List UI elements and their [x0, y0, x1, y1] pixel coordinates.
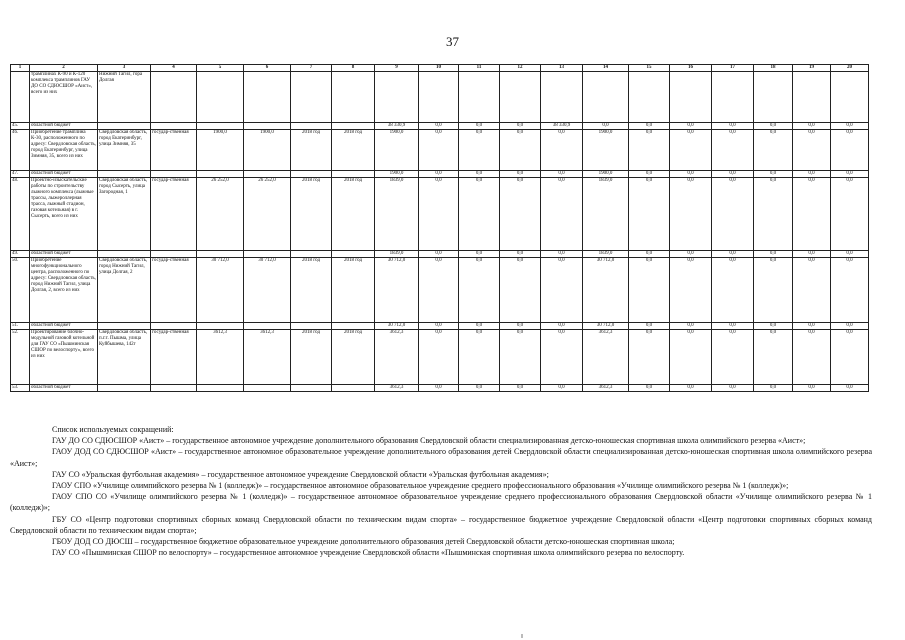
end-year	[332, 323, 375, 330]
program-table-container	[10, 64, 853, 392]
col-15: 0,0	[629, 385, 670, 392]
col-10: 0,0	[419, 330, 459, 385]
abbreviation-item: ГАОУ ДОД СО СДЮСШОР «Аист» – государственное автономное образовательное учреждение дополнительного образования детей Свердловской области специализированная детско-юношеская спортивная школа олимпийского резерва «Аист»;	[10, 447, 872, 468]
col-16: 0,0	[670, 123, 712, 130]
col-10: 0,0	[419, 171, 459, 178]
col-20: 0,0	[831, 385, 869, 392]
col-15: 0,0	[629, 178, 670, 251]
column-number: 20	[831, 65, 869, 72]
column-number: 2	[30, 65, 98, 72]
col-18: 0,0	[754, 178, 793, 251]
ownership-form	[151, 251, 197, 258]
column-number: 16	[670, 65, 712, 72]
col-10: 0,0	[419, 178, 459, 251]
ownership-form	[151, 123, 197, 130]
column-number: 14	[583, 65, 629, 72]
end-year: 2018 год	[332, 178, 375, 251]
remaining-cost: 30 712,0	[244, 258, 291, 323]
abbreviation-item: ГАОУ СПО СО «Училище олимпийского резерва № 1 (колледж)» – государственное автономное образовательное учреждение среднего профессионального образования Свердловской области «Училище олимпийского резерва № 1 (колледж)»;	[10, 492, 872, 513]
estimated-cost: 26 252,0	[197, 178, 244, 251]
object-location: Нижний Тагил, гора Долгая	[98, 72, 151, 123]
table-row	[11, 323, 869, 330]
col-18: 0,0	[754, 251, 793, 258]
column-number: 12	[500, 65, 541, 72]
col-18: 0,0	[754, 130, 793, 171]
col-14: 0,0	[583, 123, 629, 130]
col-17: 0,0	[712, 251, 754, 258]
table-row	[11, 178, 869, 251]
table-row	[11, 130, 869, 171]
col-16: 0,0	[670, 130, 712, 171]
col-16: 0,0	[670, 171, 712, 178]
row-number: 47.	[11, 171, 30, 178]
object-location	[98, 251, 151, 258]
object-location: Свердловская область, город Екатеринбург, улица Зимняя, 35	[98, 130, 151, 171]
col-18: 0,0	[754, 323, 793, 330]
abbreviation-item: ГАУ ДО СО СДЮСШОР «Аист» – государственное автономное учреждение дополнительного образования Свердловской области специализированная детско-юношеская спортивная школа олимпийского резерва «Аист»;	[52, 436, 806, 446]
col-14: 30 712,0	[583, 323, 629, 330]
column-number: 17	[712, 65, 754, 72]
table-row	[11, 330, 869, 385]
row-number: 45.	[11, 123, 30, 130]
col-13: 0,0	[541, 130, 583, 171]
total-amount: 38 330,9	[375, 123, 419, 130]
col-11: 0,0	[459, 178, 500, 251]
col-14: 1900,0	[583, 130, 629, 171]
start-year	[291, 385, 332, 392]
table-row	[11, 258, 869, 323]
col-20: 0,0	[831, 130, 869, 171]
column-number: 13	[541, 65, 583, 72]
col-17: 0,0	[712, 123, 754, 130]
total-amount: 1839,0	[375, 178, 419, 251]
start-year	[291, 251, 332, 258]
table-row	[11, 251, 869, 258]
col-16: 0,0	[670, 330, 712, 385]
object-location	[98, 171, 151, 178]
col-12: 0,0	[500, 323, 541, 330]
col-11: 0,0	[459, 123, 500, 130]
row-number: 46.	[11, 130, 30, 171]
col-14: 1839,0	[583, 251, 629, 258]
estimated-cost	[197, 251, 244, 258]
table-row	[11, 171, 869, 178]
col-15: 0,0	[629, 323, 670, 330]
col-10: 0,0	[419, 130, 459, 171]
start-year	[291, 123, 332, 130]
end-year	[332, 171, 375, 178]
end-year	[332, 385, 375, 392]
col-17: 0,0	[712, 171, 754, 178]
col-15: 0,0	[629, 251, 670, 258]
column-number: 9	[375, 65, 419, 72]
col-13: 0,0	[541, 330, 583, 385]
ownership-form	[151, 385, 197, 392]
object-name: Проектирование блочно-модульной газовой котельной для ГАУ СО «Пышминская СШОР по велоспорту», всего из них	[30, 330, 98, 385]
ownership-form	[151, 171, 197, 178]
page-number: 37	[446, 34, 459, 49]
col-10: 0,0	[419, 323, 459, 330]
col-14: 1900,0	[583, 171, 629, 178]
column-number: 3	[98, 65, 151, 72]
col-18: 0,0	[754, 258, 793, 323]
object-location: Свердловская область, п.г.т. Пышма, улица Куйбышева, 142г	[98, 330, 151, 385]
col-13: 0,0	[541, 385, 583, 392]
col-11: 0,0	[459, 258, 500, 323]
col-14: 1839,0	[583, 178, 629, 251]
col-12: 0,0	[500, 130, 541, 171]
col-13: 0,0	[541, 178, 583, 251]
ownership-form	[151, 323, 197, 330]
column-number: 7	[291, 65, 332, 72]
col-12: 0,0	[500, 385, 541, 392]
col-11: 0,0	[459, 171, 500, 178]
remaining-cost	[244, 123, 291, 130]
col-13: 0,0	[541, 258, 583, 323]
column-number: 10	[419, 65, 459, 72]
remaining-cost: 26 252,0	[244, 178, 291, 251]
ownership-form: государ-ственная	[151, 178, 197, 251]
column-number: 11	[459, 65, 500, 72]
col-16: 0,0	[670, 258, 712, 323]
total-amount: 1839,0	[375, 251, 419, 258]
col-20: 0,0	[831, 178, 869, 251]
abbreviation-item: ГАОУ СПО «Училище олимпийского резерва № 1 (колледж)» – государственное автономное образовательное учреждение среднего профессионального образования «Училище олимпийского резерва № 1 (колледж)»;	[52, 481, 789, 491]
object-name: областной бюджет	[30, 171, 98, 178]
total-amount: 1900,0	[375, 130, 419, 171]
col-12: 0,0	[500, 330, 541, 385]
object-name: областной бюджет	[30, 123, 98, 130]
abbreviation-item: ГБОУ ДОД СО ДЮСШ – государственное бюджетное образовательное учреждение дополнительного образования детей Свердловской области детско-юношеская спортивная школа;	[52, 537, 675, 547]
remaining-cost	[244, 171, 291, 178]
col-13: 0,0	[541, 323, 583, 330]
object-location	[98, 323, 151, 330]
col-20: 0,0	[831, 258, 869, 323]
col-10: 0,0	[419, 258, 459, 323]
col-17: 0,0	[712, 385, 754, 392]
ownership-form: государ-ственная	[151, 258, 197, 323]
col-19: 0,0	[793, 123, 831, 130]
abbreviation-item: ГАУ СО «Уральская футбольная академия» – государственное автономное учреждение Свердловской области «Уральская футбольная академия»;	[52, 469, 549, 479]
end-year: 2018 год	[332, 330, 375, 385]
col-15: 0,0	[629, 171, 670, 178]
col-17: 0,0	[712, 330, 754, 385]
col-20: 0,0	[831, 251, 869, 258]
estimated-cost	[197, 323, 244, 330]
object-name: областной бюджет	[30, 323, 98, 330]
col-15: 0,0	[629, 330, 670, 385]
abbreviations-title: Список используемых сокращений:	[52, 425, 174, 434]
col-20: 0,0	[831, 123, 869, 130]
col-19: 0,0	[793, 330, 831, 385]
ownership-form: государ-ственная	[151, 330, 197, 385]
start-year: 2018 год	[291, 330, 332, 385]
estimated-cost: 1900,0	[197, 130, 244, 171]
col-11: 0,0	[459, 330, 500, 385]
total-amount: 30 712,0	[375, 323, 419, 330]
col-19: 0,0	[793, 171, 831, 178]
table-body	[11, 65, 869, 392]
end-year	[332, 123, 375, 130]
col-19: 0,0	[793, 323, 831, 330]
column-number: 4	[151, 65, 197, 72]
col-18: 0,0	[754, 123, 793, 130]
column-number: 5	[197, 65, 244, 72]
remaining-cost: 1900,0	[244, 130, 291, 171]
row-number: 51.	[11, 323, 30, 330]
col-19: 0,0	[793, 258, 831, 323]
row-number: 48.	[11, 178, 30, 251]
start-year	[291, 323, 332, 330]
col-17: 0,0	[712, 323, 754, 330]
column-number: 6	[244, 65, 291, 72]
row-number: 49.	[11, 251, 30, 258]
object-name: Приобретение трамплина К-30, расположенного по адресу: Свердловская область, город Екатеринбург, улица Зимняя, 35, всего из них	[30, 130, 98, 171]
col-14: 3612,3	[583, 330, 629, 385]
col-15: 0,0	[629, 123, 670, 130]
remaining-cost	[244, 323, 291, 330]
abbreviation-item: ГБУ СО «Центр подготовки спортивных сборных команд Свердловской области по техническим видам спорта» – государственное бюджетное учреждение Свердловской области «Центр подготовки спортивных сборных команд Свердловской области по техническим видам спорта»;	[10, 514, 872, 535]
end-year	[332, 251, 375, 258]
total-amount: 30 712,0	[375, 258, 419, 323]
object-name: Проектно-изыскательские работы по строительству лыжного комплекса (лыжные трассы, лыжероллерная трасса, лыжный стадион, газовая котельная) в г. Сысерть, всего из них	[30, 178, 98, 251]
col-12: 0,0	[500, 123, 541, 130]
total-amount: 3612,3	[375, 330, 419, 385]
table-row	[11, 123, 869, 130]
remaining-cost	[244, 251, 291, 258]
end-year: 2018 год	[332, 258, 375, 323]
column-number: 18	[754, 65, 793, 72]
col-16: 0,0	[670, 385, 712, 392]
object-name: Приобретение многофункционального центра, расположенного по адресу: Свердловская область, город Нижний Тагил, улица Долгая, 2, всего из них	[30, 258, 98, 323]
total-amount: 3612,3	[375, 385, 419, 392]
object-location	[98, 123, 151, 130]
row-number: 53.	[11, 385, 30, 392]
col-20: 0,0	[831, 330, 869, 385]
col-18: 0,0	[754, 385, 793, 392]
object-location: Свердловская область, город Сысерть, улица Загородная, 1	[98, 178, 151, 251]
col-18: 0,0	[754, 330, 793, 385]
column-number: 15	[629, 65, 670, 72]
estimated-cost	[197, 385, 244, 392]
col-12: 0,0	[500, 178, 541, 251]
col-14: 3612,3	[583, 385, 629, 392]
col-12: 0,0	[500, 251, 541, 258]
column-number: 8	[332, 65, 375, 72]
start-year: 2018 год	[291, 258, 332, 323]
col-15: 0,0	[629, 130, 670, 171]
row-number: 50.	[11, 258, 30, 323]
col-17: 0,0	[712, 258, 754, 323]
abbreviation-item: ГАУ СО «Пышминская СШОР по велоспорту» – государственное автономное учреждение Свердловской области «Пышминская спортивная школа олимпийского резерва по велоспорту.	[52, 548, 685, 558]
scan-artifact	[521, 634, 523, 638]
col-16: 0,0	[670, 323, 712, 330]
object-name: трамплинах К-90 и К-120 комплекса трамплинов ГАУ ДО СО СДЮСШОР «Аист», всего из них	[30, 72, 98, 123]
col-13: 38 330,9	[541, 123, 583, 130]
remaining-cost: 3612,3	[244, 330, 291, 385]
estimated-cost: 30 712,0	[197, 258, 244, 323]
col-10: 0,0	[419, 251, 459, 258]
estimated-cost: 3612,3	[197, 330, 244, 385]
start-year	[291, 171, 332, 178]
program-table	[10, 64, 869, 392]
col-18: 0,0	[754, 171, 793, 178]
col-14: 30 712,0	[583, 258, 629, 323]
col-12: 0,0	[500, 171, 541, 178]
abbreviations-list	[10, 424, 872, 558]
end-year: 2018 год	[332, 130, 375, 171]
col-11: 0,0	[459, 130, 500, 171]
col-19: 0,0	[793, 385, 831, 392]
col-10: 0,0	[419, 123, 459, 130]
estimated-cost	[197, 123, 244, 130]
column-number: 19	[793, 65, 831, 72]
col-20: 0,0	[831, 171, 869, 178]
col-19: 0,0	[793, 130, 831, 171]
col-13: 0,0	[541, 251, 583, 258]
col-17: 0,0	[712, 130, 754, 171]
column-number: 1	[11, 65, 30, 72]
start-year: 2018 год	[291, 178, 332, 251]
col-19: 0,0	[793, 251, 831, 258]
col-15: 0,0	[629, 258, 670, 323]
table-row	[11, 385, 869, 392]
col-11: 0,0	[459, 323, 500, 330]
col-13: 0,0	[541, 171, 583, 178]
col-11: 0,0	[459, 251, 500, 258]
col-20: 0,0	[831, 323, 869, 330]
total-amount: 1900,0	[375, 171, 419, 178]
col-11: 0,0	[459, 385, 500, 392]
table-row-continued	[11, 72, 869, 123]
col-12: 0,0	[500, 258, 541, 323]
start-year: 2018 год	[291, 130, 332, 171]
remaining-cost	[244, 385, 291, 392]
object-location	[98, 385, 151, 392]
col-16: 0,0	[670, 178, 712, 251]
ownership-form: государ-ственная	[151, 130, 197, 171]
object-name: областной бюджет	[30, 251, 98, 258]
column-number-row	[11, 65, 869, 72]
col-19: 0,0	[793, 178, 831, 251]
object-name: областной бюджет	[30, 385, 98, 392]
col-10: 0,0	[419, 385, 459, 392]
col-17: 0,0	[712, 178, 754, 251]
col-16: 0,0	[670, 251, 712, 258]
estimated-cost	[197, 171, 244, 178]
object-location: Свердловская область, город Нижний Тагил, улица Долгая, 2	[98, 258, 151, 323]
row-number: 52.	[11, 330, 30, 385]
